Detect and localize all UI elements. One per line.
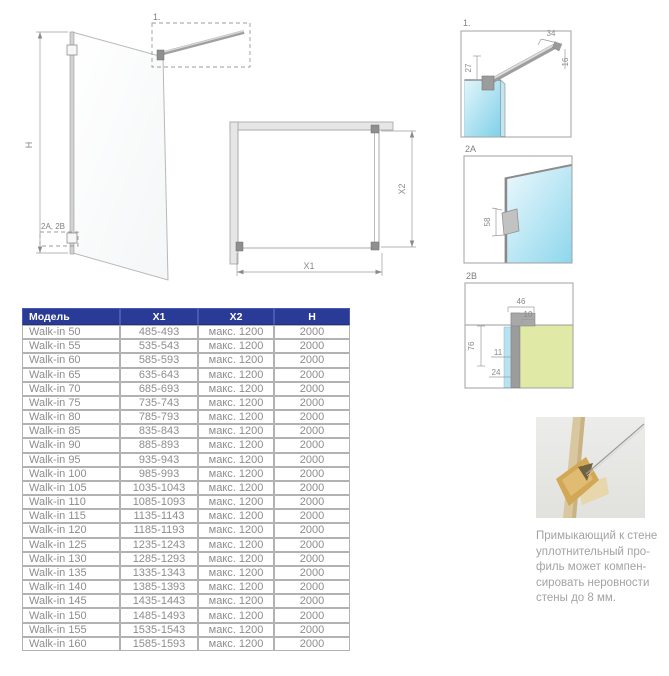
col-header-x1: X1	[120, 308, 198, 325]
detail1-ref-label: 1.	[153, 12, 161, 22]
cell-h: 2000	[274, 438, 350, 452]
col-header-model: Модель	[22, 308, 120, 325]
cell-model: Walk-in 155	[22, 623, 120, 637]
cell-x2: макс. 1200	[198, 580, 274, 594]
table-row	[22, 325, 350, 339]
glass-panel-plan	[238, 130, 379, 248]
glass-panel	[70, 32, 168, 280]
dim-76-label: 76	[467, 341, 476, 351]
x2-dimension	[381, 131, 416, 247]
caption-line: сировать неровности	[536, 576, 650, 589]
cell-x1: 1185-1193	[120, 523, 198, 537]
cell-h: 2000	[274, 608, 350, 622]
cell-h: 2000	[274, 566, 350, 580]
cell-model: Walk-in 95	[22, 453, 120, 467]
cell-h: 2000	[274, 382, 350, 396]
cell-model: Walk-in 115	[22, 509, 120, 523]
caption-line: уплотнительный про-	[536, 545, 650, 558]
support-bar	[157, 31, 244, 60]
cell-h: 2000	[274, 339, 350, 353]
bar-clamp	[157, 50, 164, 60]
wall-bracket-plan	[236, 242, 243, 251]
bar-clamp-detail	[482, 76, 494, 90]
dim-27-label: 27	[464, 63, 473, 73]
cell-x2: макс. 1200	[198, 637, 274, 651]
cell-model: Walk-in 160	[22, 637, 120, 651]
cell-x1: 1135-1143	[120, 509, 198, 523]
cell-model: Walk-in 110	[22, 495, 120, 509]
caption-line: Примыкающий к стене	[536, 530, 658, 542]
cell-x1: 685-693	[120, 382, 198, 396]
cell-h: 2000	[274, 424, 350, 438]
spec-table-body	[22, 325, 350, 651]
dim-11-label: 11	[493, 348, 503, 357]
cell-x1: 1235-1243	[120, 538, 198, 552]
cell-x1: 735-743	[120, 396, 198, 410]
cell-h: 2000	[274, 623, 350, 637]
detail-1	[458, 14, 578, 139]
cell-x1: 1385-1393	[120, 580, 198, 594]
cell-model: Walk-in 70	[22, 382, 120, 396]
cell-x1: 935-943	[120, 453, 198, 467]
wall-bracket-detail	[502, 209, 519, 235]
cell-model: Walk-in 90	[22, 438, 120, 452]
detail-1-label: 1.	[463, 18, 471, 28]
cell-x1: 1085-1093	[120, 495, 198, 509]
cell-h: 2000	[274, 325, 350, 339]
cell-h: 2000	[274, 453, 350, 467]
cell-model: Walk-in 60	[22, 353, 120, 367]
table-row	[22, 467, 350, 481]
cell-model: Walk-in 65	[22, 368, 120, 382]
cell-x2: макс. 1200	[198, 523, 274, 537]
cell-x2: макс. 1200	[198, 396, 274, 410]
cell-h: 2000	[274, 580, 350, 594]
table-row	[22, 382, 350, 396]
plan-view-drawing	[225, 113, 425, 283]
cell-model: Walk-in 125	[22, 538, 120, 552]
dim-10-label: 10	[523, 310, 533, 319]
table-row	[22, 424, 350, 438]
detail-2a-label: 2A	[465, 144, 477, 154]
table-row	[22, 566, 350, 580]
cell-x1: 1435-1443	[120, 594, 198, 608]
cell-h: 2000	[274, 467, 350, 481]
table-row	[22, 438, 350, 452]
table-row	[22, 637, 350, 651]
cell-x2: макс. 1200	[198, 382, 274, 396]
cell-x2: макс. 1200	[198, 538, 274, 552]
cell-x2: макс. 1200	[198, 325, 274, 339]
cell-x2: макс. 1200	[198, 509, 274, 523]
cell-h: 2000	[274, 368, 350, 382]
cell-x1: 585-593	[120, 353, 198, 367]
cell-x2: макс. 1200	[198, 424, 274, 438]
cell-h: 2000	[274, 552, 350, 566]
cell-model: Walk-in 130	[22, 552, 120, 566]
caption-line: стены до 8 мм.	[536, 592, 616, 605]
cell-x1: 1335-1343	[120, 566, 198, 580]
cell-x2: макс. 1200	[198, 481, 274, 495]
cell-x2: макс. 1200	[198, 495, 274, 509]
cell-model: Walk-in 145	[22, 594, 120, 608]
table-row	[22, 552, 350, 566]
cell-x2: макс. 1200	[198, 453, 274, 467]
cell-x2: макс. 1200	[198, 608, 274, 622]
table-row	[22, 453, 350, 467]
detail-2b-label: 2B	[466, 271, 478, 281]
cell-model: Walk-in 120	[22, 523, 120, 537]
cell-x1: 485-493	[120, 325, 198, 339]
table-row	[22, 523, 350, 537]
table-row	[22, 368, 350, 382]
h-dim-label: H	[24, 141, 34, 149]
table-row	[22, 339, 350, 353]
wall-section	[520, 326, 573, 388]
cell-model: Walk-in 105	[22, 481, 120, 495]
cell-x1: 885-893	[120, 438, 198, 452]
cell-model: Walk-in 75	[22, 396, 120, 410]
table-row	[22, 396, 350, 410]
cell-x1: 835-843	[120, 424, 198, 438]
dim-46-label: 46	[516, 297, 526, 306]
col-header-x2: X2	[198, 308, 274, 325]
table-header-row	[22, 308, 350, 325]
table-row	[22, 509, 350, 523]
table-row	[22, 623, 350, 637]
detail2-ref-label: 2A, 2B	[41, 222, 66, 231]
h-dimension	[24, 32, 68, 253]
cell-x1: 1285-1293	[120, 552, 198, 566]
x1-dimension	[237, 253, 382, 276]
dim-58-label: 58	[483, 217, 492, 227]
cell-h: 2000	[274, 481, 350, 495]
profile-caption	[536, 529, 669, 607]
cell-x2: макс. 1200	[198, 594, 274, 608]
cell-h: 2000	[274, 396, 350, 410]
cell-x2: макс. 1200	[198, 467, 274, 481]
cell-h: 2000	[274, 353, 350, 367]
table-row	[22, 580, 350, 594]
perspective-drawing	[10, 5, 260, 300]
cell-x2: макс. 1200	[198, 438, 274, 452]
table-row	[22, 538, 350, 552]
cell-model: Walk-in 80	[22, 410, 120, 424]
x2-dim-label: X2	[397, 183, 407, 195]
table-row	[22, 410, 350, 424]
cell-x2: макс. 1200	[198, 339, 274, 353]
cell-h: 2000	[274, 523, 350, 537]
top-connector	[371, 125, 379, 133]
table-row	[22, 353, 350, 367]
cell-x2: макс. 1200	[198, 566, 274, 580]
wall-profile-photo	[536, 417, 645, 518]
detail-2b	[458, 266, 580, 392]
cell-model: Walk-in 150	[22, 608, 120, 622]
spec-table	[22, 308, 350, 651]
table-row	[22, 594, 350, 608]
cell-model: Walk-in 55	[22, 339, 120, 353]
cell-h: 2000	[274, 509, 350, 523]
cell-h: 2000	[274, 538, 350, 552]
cell-x2: макс. 1200	[198, 552, 274, 566]
cell-x2: макс. 1200	[198, 623, 274, 637]
top-wall-bracket	[67, 45, 77, 55]
top-wall	[230, 122, 393, 130]
cell-h: 2000	[274, 637, 350, 651]
cell-h: 2000	[274, 410, 350, 424]
cell-model: Walk-in 140	[22, 580, 120, 594]
col-header-h: H	[274, 308, 350, 325]
detail1-callout	[152, 12, 250, 67]
cell-x1: 635-643	[120, 368, 198, 382]
cell-model: Walk-in 135	[22, 566, 120, 580]
cell-x1: 535-543	[120, 339, 198, 353]
table-row	[22, 608, 350, 622]
bottom-connector	[371, 242, 379, 250]
cell-x1: 1485-1493	[120, 608, 198, 622]
cell-model: Walk-in 85	[22, 424, 120, 438]
table-row	[22, 481, 350, 495]
table-row	[22, 495, 350, 509]
cell-h: 2000	[274, 594, 350, 608]
cell-x2: макс. 1200	[198, 368, 274, 382]
cell-model: Walk-in 100	[22, 467, 120, 481]
cell-x1: 1535-1543	[120, 623, 198, 637]
dim-24-label: 24	[491, 368, 501, 377]
cell-x1: 985-993	[120, 467, 198, 481]
dim-34-label: 34	[546, 29, 556, 38]
cell-x1: 785-793	[120, 410, 198, 424]
cell-h: 2000	[274, 495, 350, 509]
cell-x2: макс. 1200	[198, 410, 274, 424]
x1-dim-label: X1	[303, 261, 315, 271]
dim-16-label: 16	[561, 57, 570, 67]
cell-x2: макс. 1200	[198, 353, 274, 367]
cell-model: Walk-in 50	[22, 325, 120, 339]
bottom-wall-bracket	[67, 233, 77, 243]
detail-2a	[458, 140, 580, 268]
cell-x1: 1585-1593	[120, 637, 198, 651]
cell-x1: 1035-1043	[120, 481, 198, 495]
caption-line: филь может компен-	[536, 561, 647, 574]
wall-profile	[70, 32, 74, 254]
